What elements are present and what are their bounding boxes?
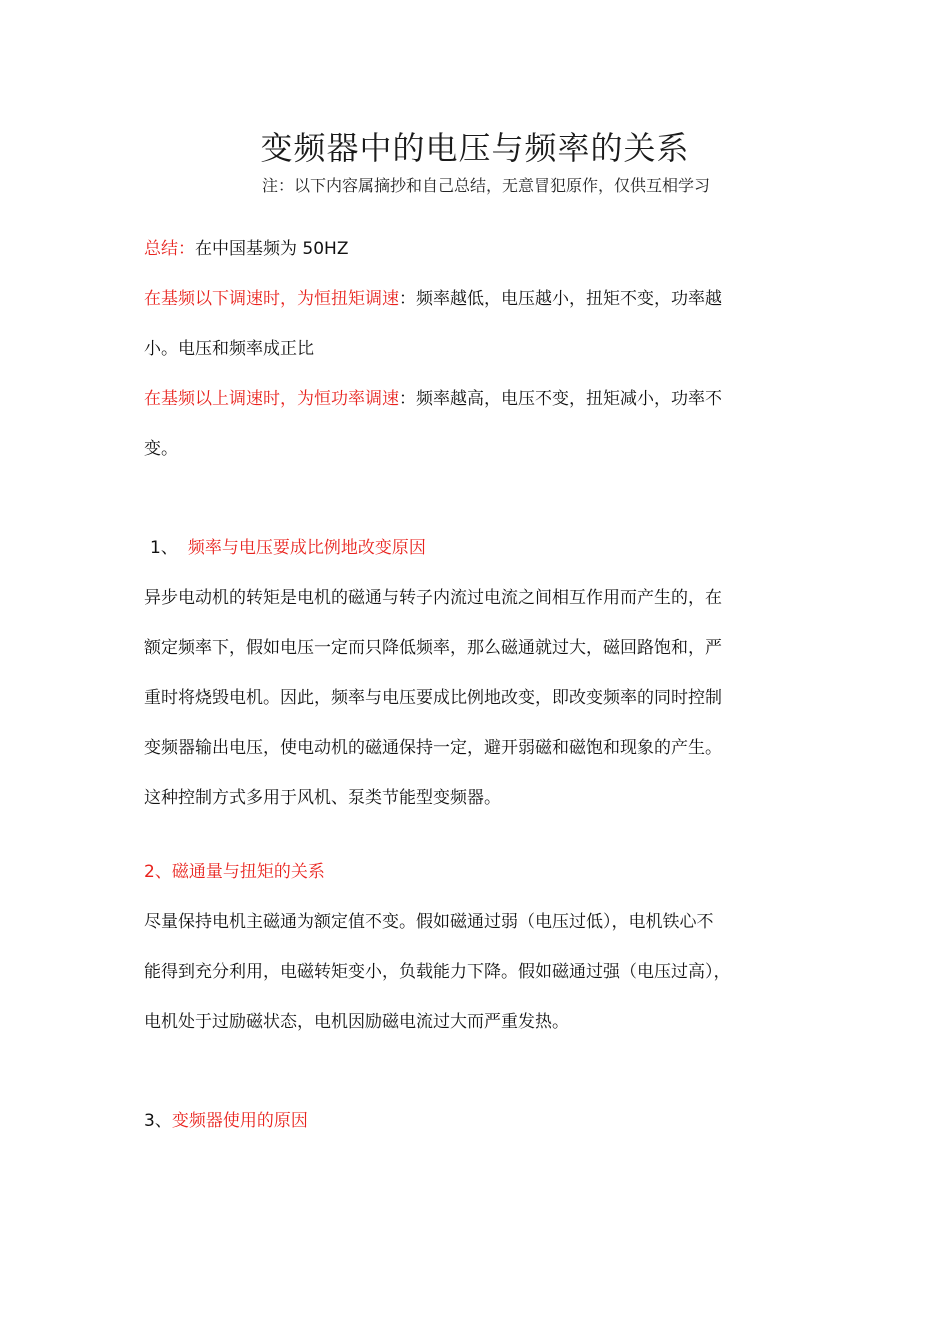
document-note: 注：以下内容属摘抄和自己总结，无意冒犯原作，仅供互相学习: [262, 176, 711, 195]
section3-heading: [144, 1109, 808, 1133]
section2-paragraph-line: 能得到充分利用，电磁转矩变小，负载能力下降。假如磁通过强（电压过高），: [144, 962, 731, 982]
section3-title: 变频器使用的原因: [171, 1111, 308, 1131]
above-base-text: ：频率越高，电压不变，扭矩减小，功率不: [399, 389, 722, 409]
section2-paragraph-line: 电机处于过励磁状态，电机因励磁电流过大而严重发热。: [144, 1012, 569, 1032]
document-title: 变频器中的电压与频率的关系: [260, 129, 690, 167]
section1-paragraph-line: 重时将烧毁电机。因此，频率与电压要成比例地改变，即改变频率的同时控制: [144, 688, 722, 708]
summary-label: 总结：: [144, 239, 195, 259]
above-base-line: [144, 387, 808, 411]
below-base-line2: 小。电压和频率成正比: [144, 339, 314, 359]
above-base-line2: 变。: [144, 439, 178, 459]
summary-line: [144, 237, 808, 261]
section3-number: 3、: [144, 1111, 172, 1131]
above-base-lead: 在基频以上调速时，为恒功率调速: [144, 389, 399, 409]
below-base-line: [144, 287, 808, 311]
section1-paragraph-line: 变频器输出电压，使电动机的磁通保持一定，避开弱磁和磁饱和现象的产生。: [144, 738, 722, 758]
section2-paragraph-line: 尽量保持电机主磁通为额定值不变。假如磁通过弱（电压过低），电机铁心不: [144, 912, 714, 932]
section1-title: 频率与电压要成比例地改变原因: [187, 538, 426, 558]
section2-heading: 2、磁通量与扭矩的关系: [144, 862, 325, 882]
section1-paragraph-line: 额定频率下，假如电压一定而只降低频率，那么磁通就过大，磁回路饱和，严: [144, 638, 722, 658]
below-base-text: ：频率越低，电压越小，扭矩不变，功率越: [399, 289, 722, 309]
section1-heading: [150, 536, 814, 560]
summary-text: 在中国基频为 50HZ: [195, 239, 349, 259]
section1-paragraph-line: 异步电动机的转矩是电机的磁通与转子内流过电流之间相互作用而产生的，在: [144, 588, 722, 608]
section1-number: 1、: [150, 538, 178, 558]
section1-paragraph-line: 这种控制方式多用于风机、泵类节能型变频器。: [144, 788, 501, 808]
below-base-lead: 在基频以下调速时，为恒扭矩调速: [144, 289, 399, 309]
